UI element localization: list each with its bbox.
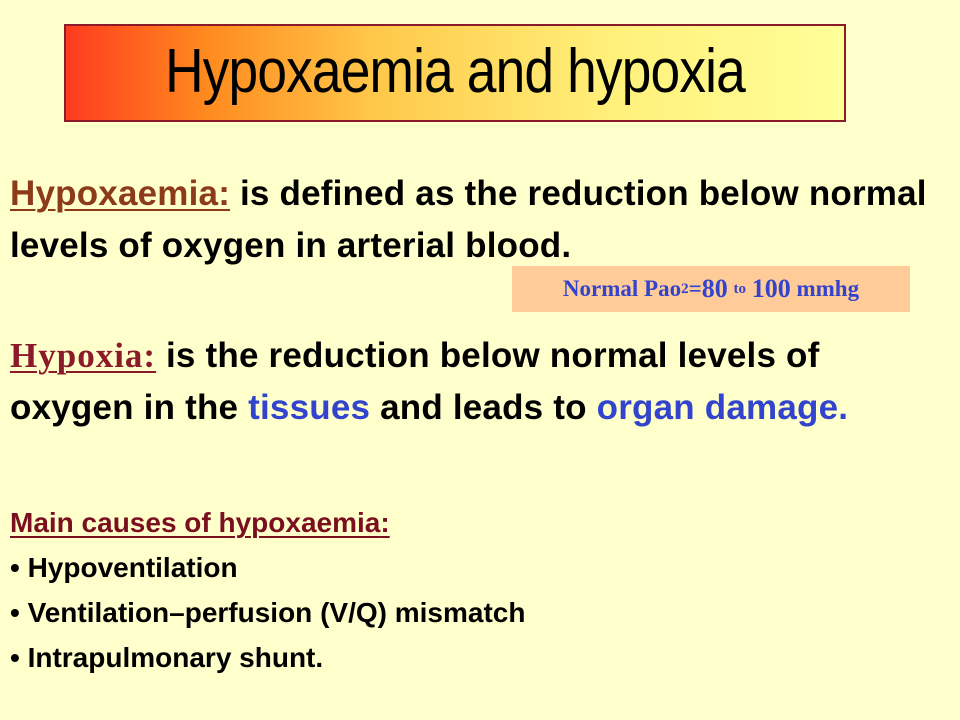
pao2-subscript: 2	[681, 280, 689, 297]
pao2-to: to	[733, 280, 746, 297]
pao2-high: 100	[751, 274, 791, 303]
cause-item: • Ventilation–perfusion (V/Q) mismatch	[10, 597, 526, 628]
pao2-equals: =	[688, 276, 702, 301]
slide-title: Hypoxaemia and hypoxia	[165, 37, 745, 106]
hypoxaemia-term: Hypoxaemia:	[10, 174, 231, 213]
cause-item: • Hypoventilation	[10, 552, 238, 583]
title-banner	[64, 24, 846, 122]
hypoxia-text-1: is the reduction below normal levels of oxygen in the	[10, 336, 820, 427]
causes-heading-line	[10, 500, 910, 545]
causes-section	[10, 500, 910, 680]
hypoxia-definition	[10, 330, 930, 434]
pao2-label: Normal Pao	[562, 276, 682, 301]
hypoxaemia-text: is defined as the reduction below normal levels of oxygen in arterial blood.	[10, 174, 927, 265]
hypoxia-organ-damage: organ damage.	[596, 388, 849, 427]
hypoxia-term: Hypoxia:	[10, 336, 157, 375]
pao2-unit: mmhg	[796, 276, 860, 301]
hypoxia-text-2: and leads to	[370, 388, 597, 427]
cause-item: • Intrapulmonary shunt.	[10, 642, 324, 673]
causes-heading: Main causes of hypoxaemia	[10, 507, 381, 538]
causes-colon: :	[380, 507, 390, 538]
hypoxia-tissues: tissues	[248, 388, 371, 427]
pao2-low: 80	[701, 274, 728, 303]
normal-pao2-box	[512, 266, 910, 312]
hypoxaemia-definition	[10, 168, 930, 272]
